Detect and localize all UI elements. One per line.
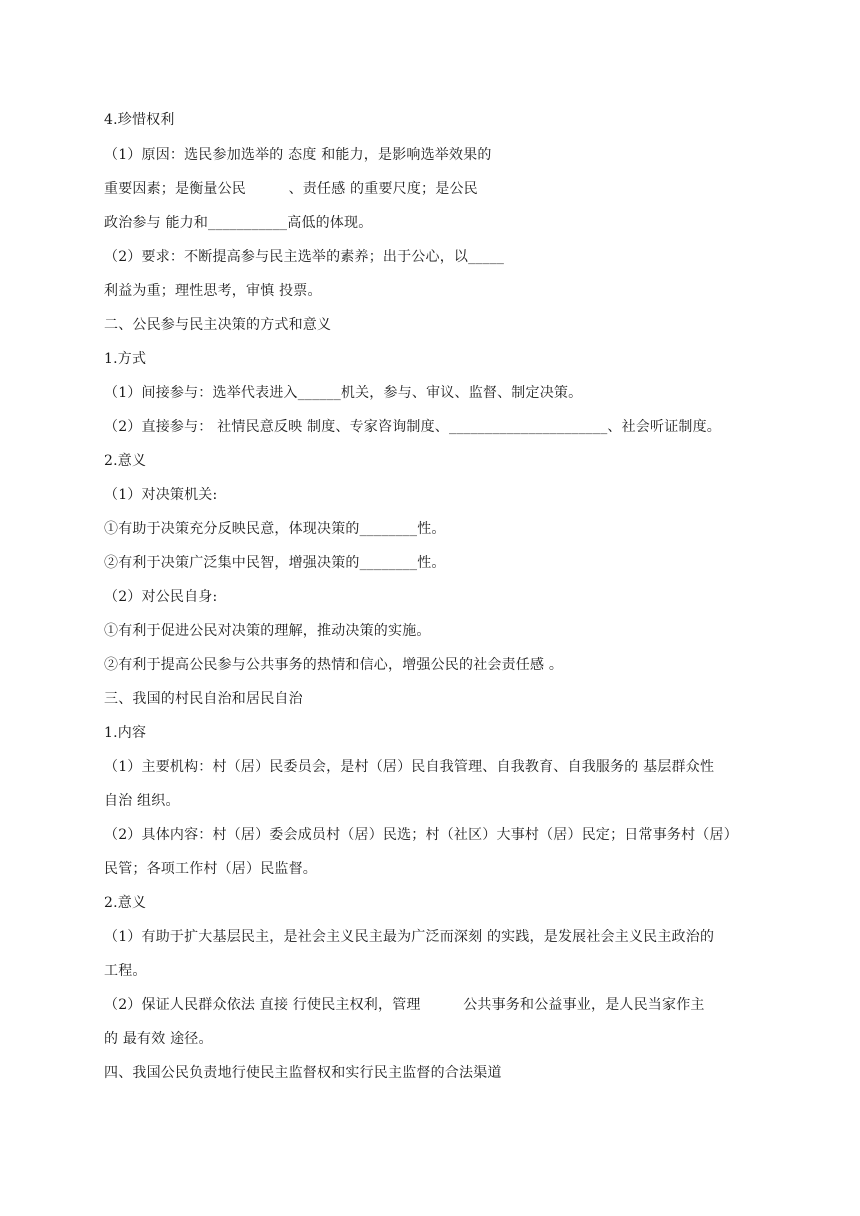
- section-heading: 二、公民参与民主决策的方式和意义: [104, 317, 332, 333]
- text-line: （2）对公民自身:: [104, 589, 218, 605]
- text-line: （1）间接参与：选举代表进入______机关，参与、审议、监督、制定决策。: [104, 385, 583, 401]
- text-line: ①有利于促进公民对决策的理解，推动决策的实施。: [104, 623, 431, 639]
- text-line: ①有助于决策充分反映民意，体现决策的________性。: [104, 521, 446, 537]
- subsection-heading: 1.内容: [104, 725, 147, 741]
- text-line: ②有利于提高公民参与公共事务的热情和信心，增强公民的社会责任感 。: [104, 657, 564, 673]
- text-line: 政治参与 能力和___________高低的体现。: [104, 215, 373, 231]
- section-heading: 4.珍惜权利: [104, 112, 175, 128]
- text-line: 民管；各项工作村（居）民监督。: [104, 861, 317, 877]
- subsection-heading: 1.方式: [104, 351, 147, 367]
- text-line: 工程。: [104, 963, 147, 979]
- text-line: （1）有助于扩大基层民主，是社会主义民主最为广泛而深刻 的实践，是发展社会主义民主政治的: [104, 929, 715, 945]
- text-line: 自治 组织。: [104, 793, 180, 809]
- text-line: 利益为重；理性思考，审慎 投票。: [104, 283, 322, 299]
- subsection-heading: 2.意义: [104, 453, 147, 469]
- subsection-heading: 2.意义: [104, 895, 147, 911]
- text-line: （2）保证人民群众依法 直接 行使民主权利，管理 公共事务和公益事业，是人民当家作主: [104, 997, 705, 1013]
- text-line: （1）主要机构：村（居）民委员会，是村（居）民自我管理、自我教育、自我服务的 基层群众性: [104, 759, 715, 775]
- section-heading: 四、我国公民负责地行使民主监督权和实行民主监督的合法渠道: [104, 1065, 502, 1081]
- text-line: （2）要求：不断提高参与民主选举的素养；出于公心，以_____: [104, 249, 505, 265]
- text-line: （2）具体内容：村（居）委会成员村（居）民选；村（社区）大事村（居）民定；日常事务村（居）: [104, 827, 738, 843]
- section-heading: 三、我国的村民自治和居民自治: [104, 691, 303, 707]
- text-line: （1）对决策机关:: [104, 487, 218, 503]
- text-line: （2）直接参与： 社情民意反映 制度、专家咨询制度、______________________、社会听证制度。: [104, 419, 722, 435]
- text-line: （1）原因：选民参加选举的 态度 和能力，是影响选举效果的: [104, 147, 492, 163]
- text-line: 的 最有效 途径。: [104, 1031, 213, 1047]
- text-line: 重要因素；是衡量公民 、责任感 的重要尺度；是公民: [104, 181, 478, 197]
- text-line: ②有利于决策广泛集中民智，增强决策的________性。: [104, 555, 446, 571]
